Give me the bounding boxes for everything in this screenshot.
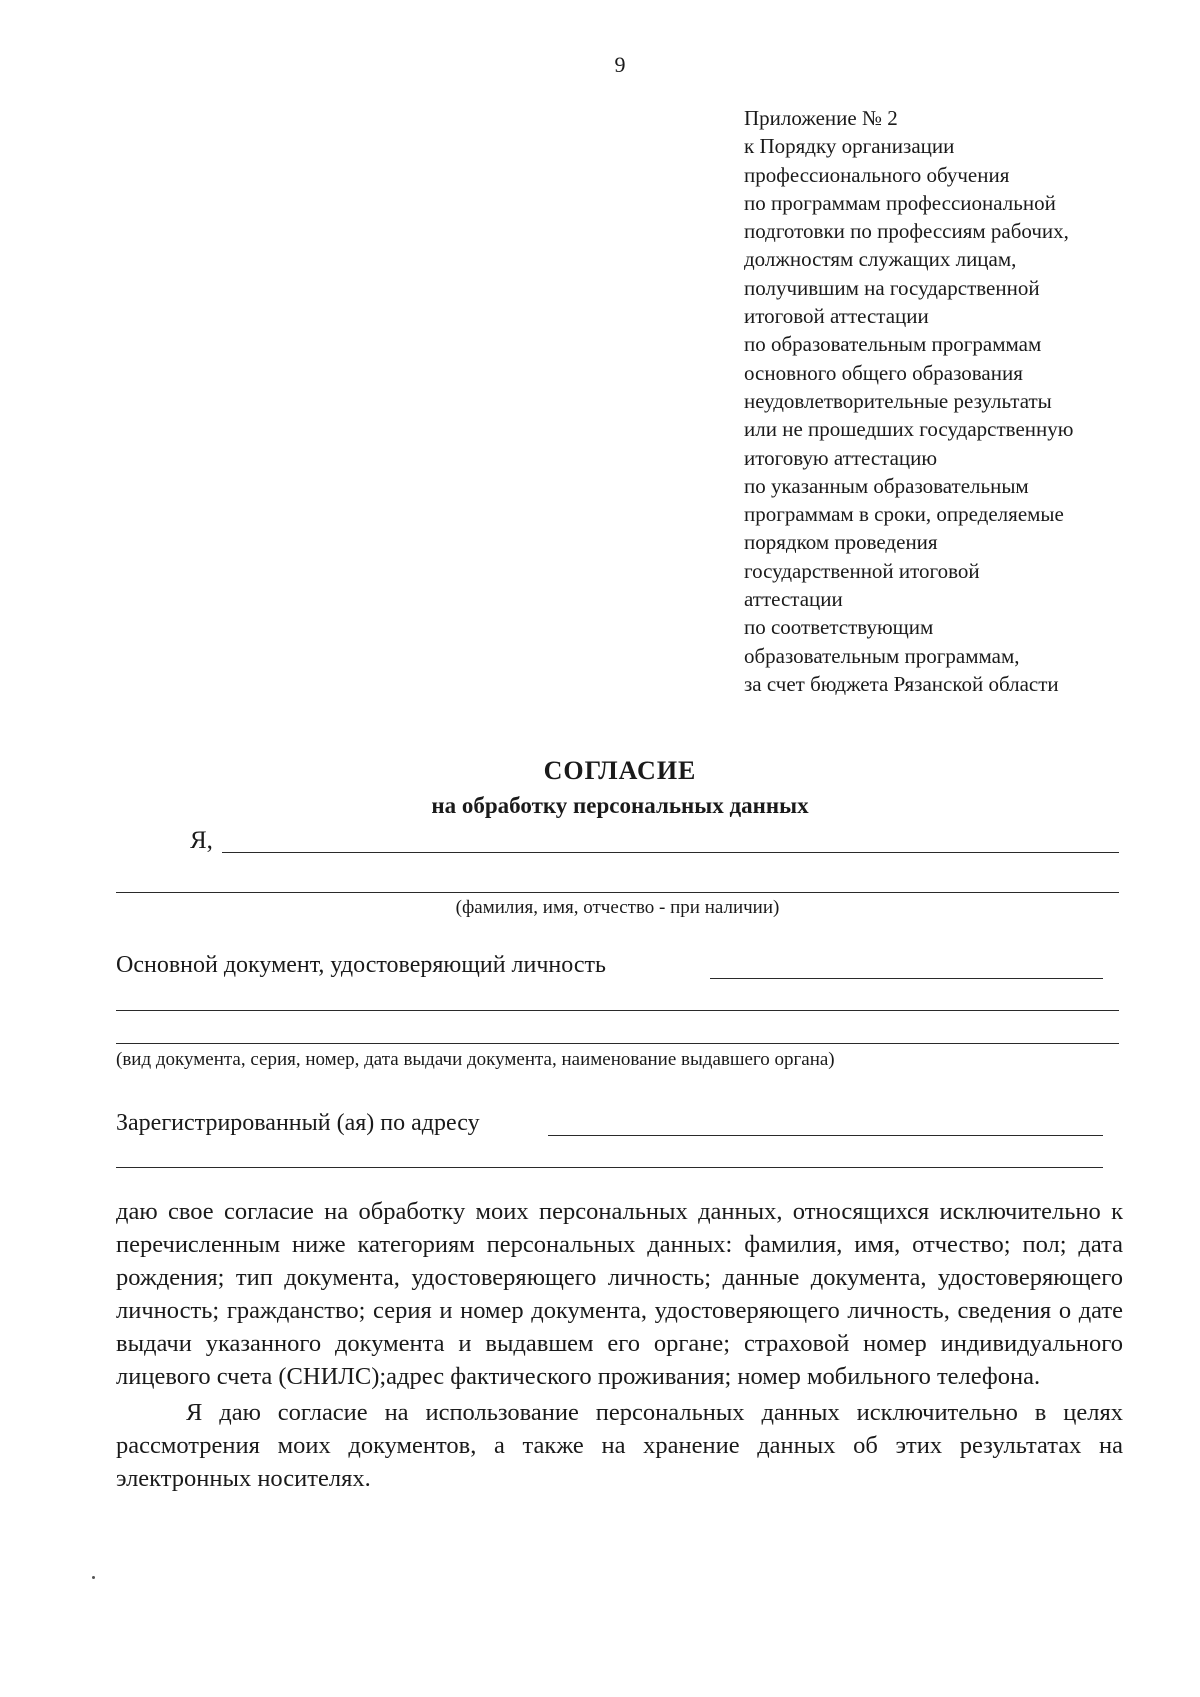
consent-paragraph-2: Я даю согласие на использование персональных данных исключительно в целях рассмотрения моих документов, а также на хранение данных об этих результатах на электронных носителях. [116, 1399, 1123, 1492]
appendix-line: итоговой аттестации [744, 304, 929, 329]
appendix-line: основного общего образования [744, 360, 1023, 385]
appendix-line: программам в сроки, определяемые [744, 502, 1064, 527]
identity-document-hint: (вид документа, серия, номер, дата выдачи документа, наименование выдавшего органа) [116, 1049, 835, 1070]
appendix-line: подготовки по профессиям рабочих, [744, 219, 1069, 244]
appendix-line: профессионального обучения [744, 162, 1010, 187]
full-name-hint: (фамилия, имя, отчество - при наличии) [455, 897, 780, 918]
consent-body [116, 1195, 1123, 1495]
identity-document-field-line-3[interactable] [116, 1043, 1119, 1044]
appendix-line: по соответствующим [744, 615, 934, 640]
appendix-line: по образовательным программам [744, 332, 1042, 357]
identity-document-field-line-1[interactable] [710, 978, 1103, 979]
identity-document-field-line-2[interactable] [116, 1010, 1119, 1011]
address-label: Зарегистрированный (ая) по адресу [116, 1110, 480, 1136]
appendix-line: получившим на государственной [744, 275, 1040, 300]
appendix-line: или не прошедших государственную [744, 417, 1074, 442]
appendix-line: итоговую аттестацию [744, 445, 938, 470]
appendix-line: государственной итоговой [744, 558, 980, 583]
full-name-field-line-2[interactable] [116, 892, 1119, 893]
appendix-line: за счет бюджета Рязанской области [744, 671, 1059, 696]
appendix-line: Приложение № 2 [744, 106, 898, 130]
identity-document-label: Основной документ, удостоверяющий личность [116, 952, 606, 978]
appendix-line: порядком проведения [744, 530, 938, 555]
appendix-line: к Порядку организации [744, 134, 955, 159]
appendix-line: аттестации [744, 587, 843, 612]
appendix-reference [744, 104, 1164, 698]
document-subtitle: на обработку персональных данных [431, 793, 809, 818]
scan-dot-mark [92, 1576, 95, 1579]
appendix-line: неудовлетворительные результаты [744, 388, 1052, 413]
appendix-line: должностям служащих лицам, [744, 247, 1017, 272]
appendix-line: по программам профессиональной [744, 190, 1056, 215]
i-label: Я, [190, 827, 213, 854]
full-name-field-line-1[interactable] [222, 852, 1119, 853]
address-field-line-2[interactable] [116, 1167, 1103, 1168]
address-field-line-1[interactable] [548, 1135, 1103, 1136]
appendix-line: образовательным программам, [744, 643, 1020, 668]
page-number: 9 [614, 52, 626, 77]
document-title: СОГЛАСИЕ [543, 756, 697, 785]
appendix-line: по указанным образовательным [744, 473, 1029, 498]
consent-paragraph-1: даю свое согласие на обработку моих персональных данных, относящихся исключительно к перечисленным ниже категориям персональных данных: фамилия, имя, отчество; пол; дата рождения; тип документа, удостоверяющего личность; данные документа, удостоверяющего личность; гражданство; серия и номер документа, удостоверяющего личность, сведения о дате выдачи указанного документа и выдавшем его органе; страховой номер индивидуального лицевого счета (СНИЛС);адрес фактического проживания; номер мобильного телефона. [116, 1198, 1123, 1390]
